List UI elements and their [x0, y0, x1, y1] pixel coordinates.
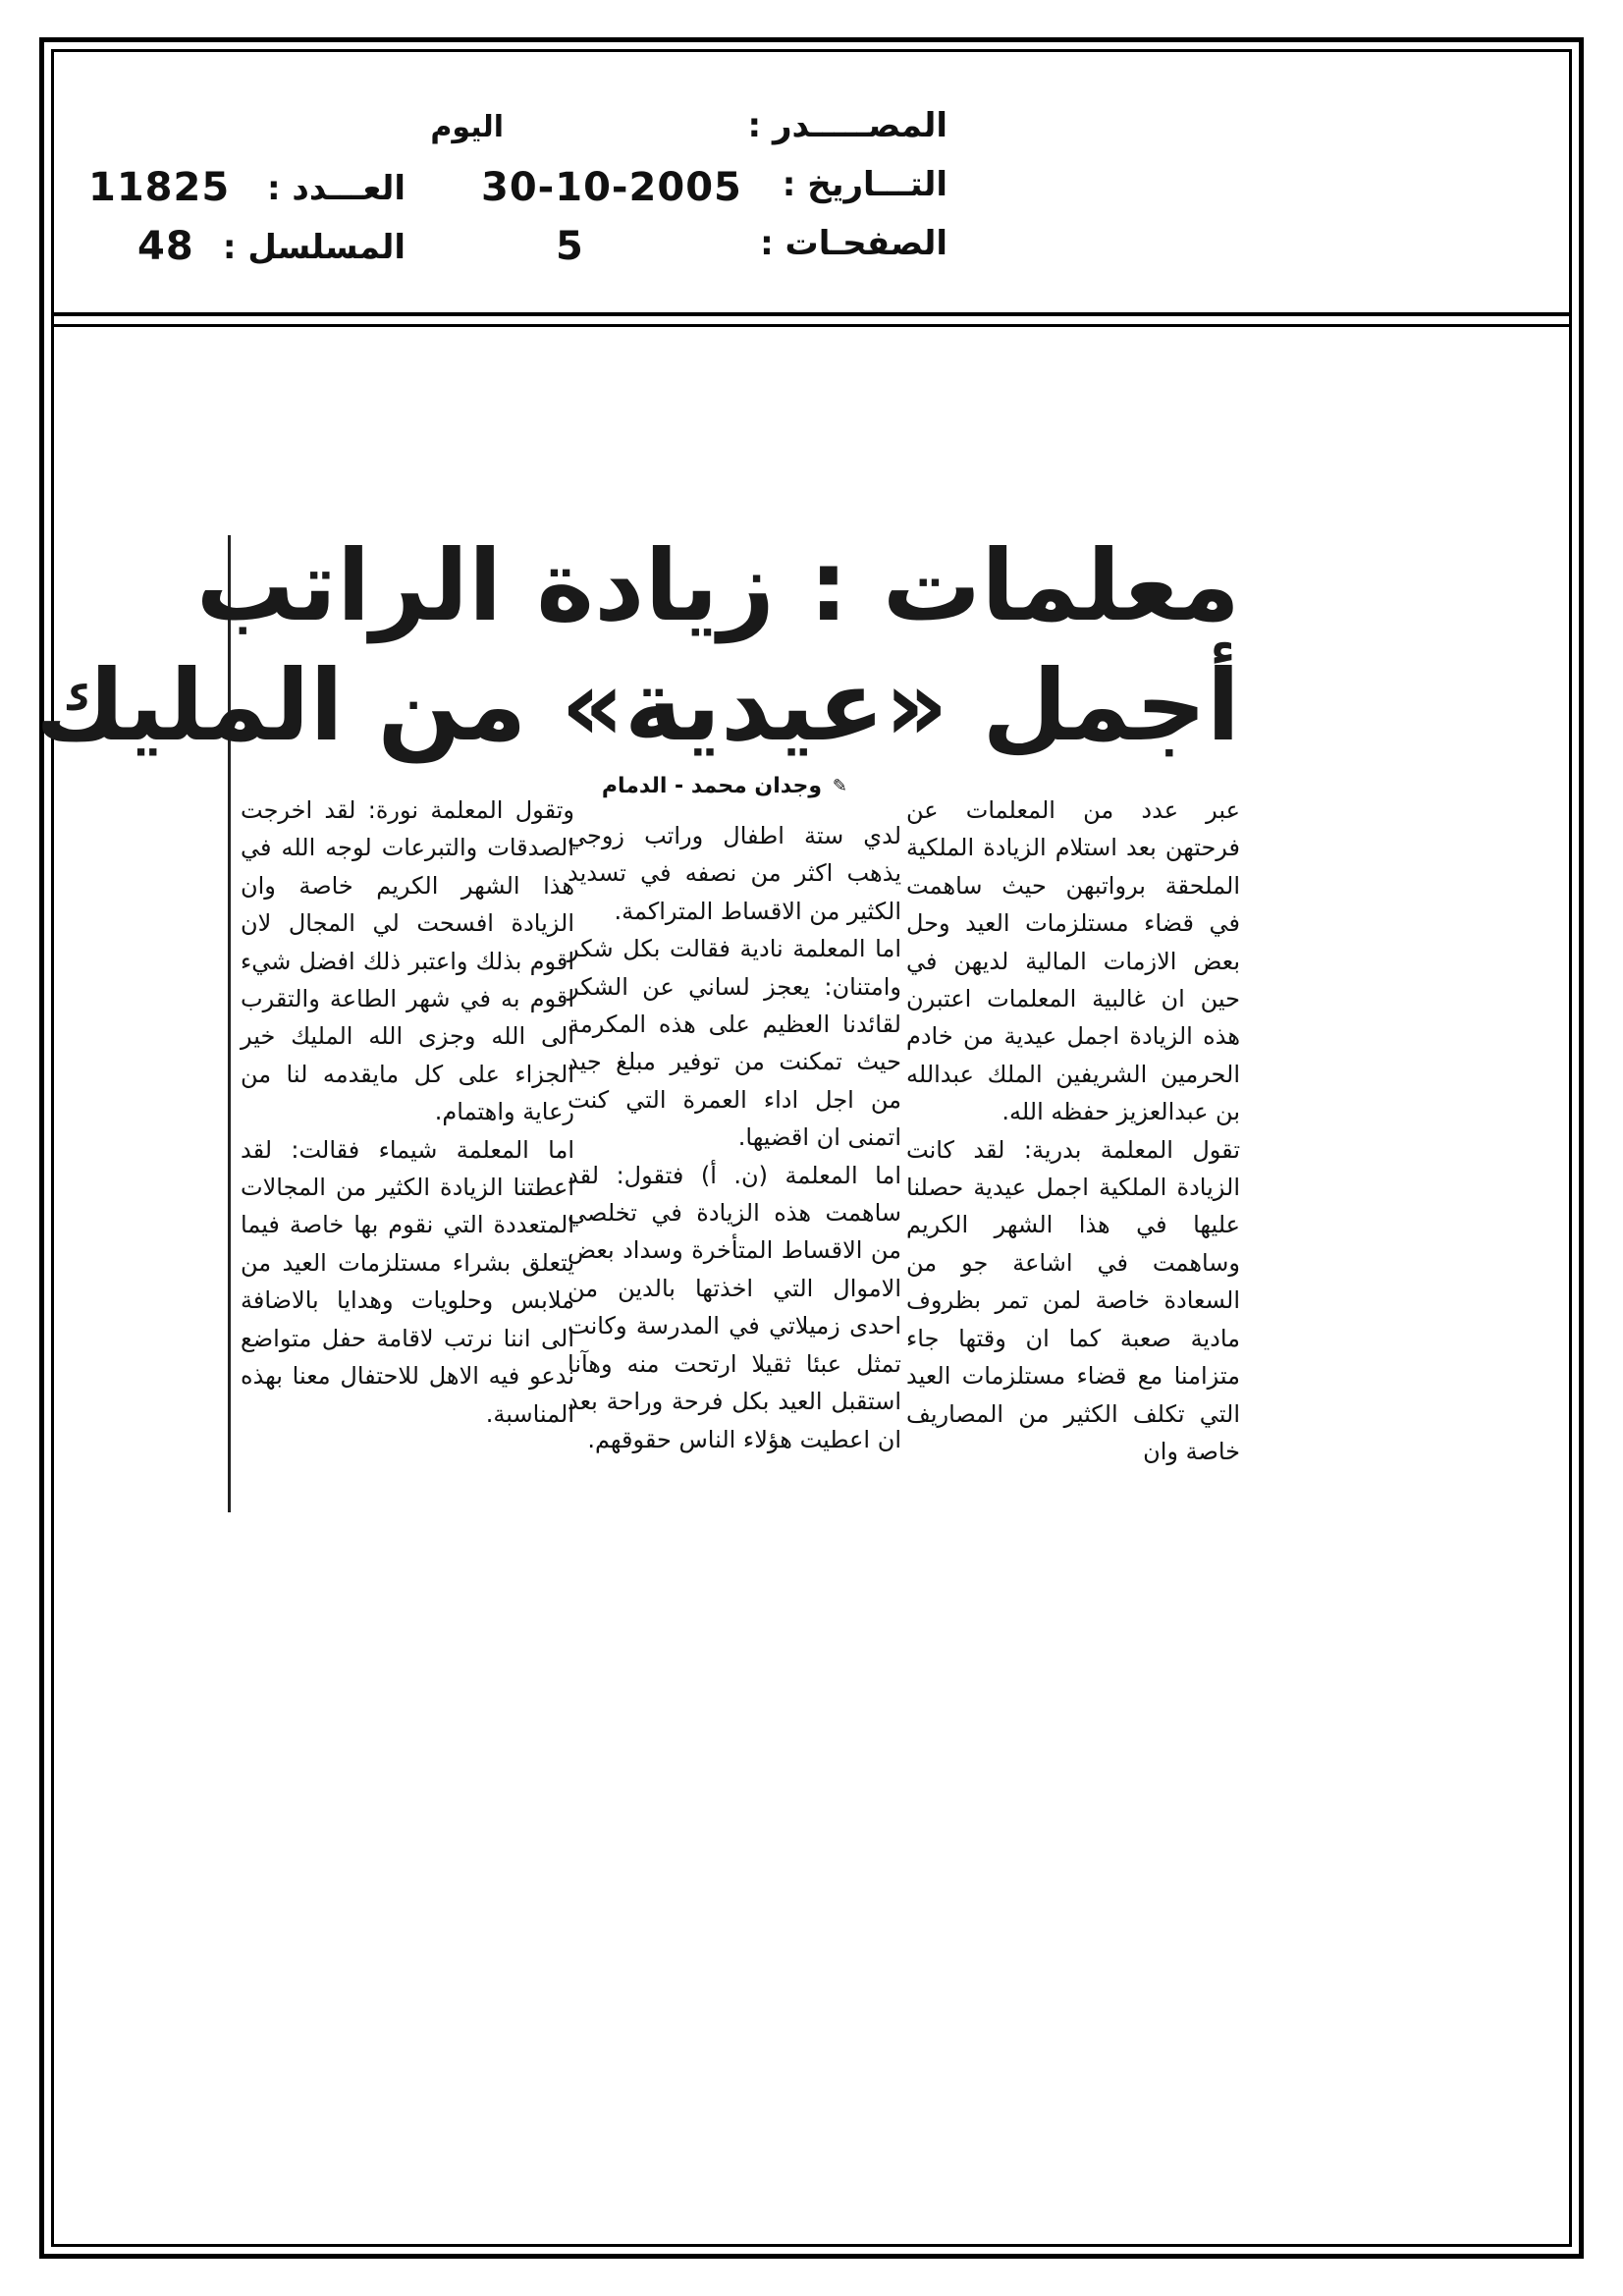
byline-text: وجدان محمد - الدمام: [601, 774, 822, 798]
paragraph: لدي ستة اطفال وراتب زوجي يذهب اكثر من نصفه في تسديد الكثير من الاقساط المتراكمة.: [568, 822, 901, 925]
issue-label: العـــدد :: [267, 169, 406, 208]
pages-label: الصفحـات :: [760, 224, 947, 263]
article-column-1: [906, 792, 1240, 1470]
header-divider-bottom: [51, 324, 1572, 327]
source-value: اليوم: [430, 110, 504, 144]
article-byline: [602, 774, 847, 798]
header-divider-top: [51, 312, 1572, 316]
pen-icon: ✎: [832, 775, 847, 796]
issue-value: 11825: [88, 165, 231, 210]
serial-value: 48: [137, 224, 194, 269]
article-headline-line2: أجمل «عيدية» من المليك: [35, 648, 1240, 763]
paragraph: وتقول المعلمة نورة: لقد اخرجت الصدقات والتبرعات لوجه الله في هذا الشهر الكريم خاصة وان الزيادة افسحت لي المجال لان اقوم بذلك واعتبر ذلك افضل شيء اقوم به في شهر الطاعة والتقرب الى الله وجزى الله المليك خير الجزاء على كل مايقدمه لنا من رعاية واهتمام.: [241, 796, 574, 1126]
paragraph: عبر عدد من المعلمات عن فرحتهن بعد استلام الزيادة الملكية الملحقة برواتبهن حيث ساهمت في قضاء مستلزمات العيد وحل بعض الازمات المالية لديهن في حين ان غالبية المعلمات اعتبرن هذه الزيادة اجمل عيدية من خادم الحرمين الشريفين الملك عبدالله بن عبدالعزيز حفظه الله.: [906, 796, 1240, 1126]
source-label: المصـــــدر :: [747, 106, 947, 145]
paragraph: اما المعلمة (ن. أ) فتقول: لقد ساهمت هذه الزيادة في تخلصي من الاقساط المتأخرة وسداد بعض الاموال التي اخذتها بالدين من احدى زميلاتي في المدرسة وكانت تمثل عبئا ثقيلا ارتحت منه وهآنا استقبل العيد بكل فرحة وراحة بعد ان اعطيت هؤلاء الناس حقوقهم.: [568, 1161, 901, 1453]
article-column-3: [241, 792, 574, 1433]
date-value: 30-10-2005: [481, 165, 742, 210]
serial-label: المسلسل :: [222, 228, 406, 267]
article-headline-line1: معلمات : زيادة الراتب: [195, 528, 1240, 643]
paragraph: اما المعلمة نادية فقالت بكل شكر وامتنان: يعجز لساني عن الشكر لقائدنا العظيم على هذه المكرمة حيث تمكنت من توفير مبلغ جيد من اجل اداء العمرة التي كنت اتمنى ان اقضيها.: [568, 935, 901, 1152]
article-column-2: [568, 817, 901, 1458]
date-label: التـــاريخ :: [782, 165, 947, 204]
pages-value: 5: [556, 224, 584, 269]
paragraph: تقول المعلمة بدرية: لقد كانت الزيادة الملكية اجمل عيدية حصلنا عليها في هذا الشهر الكريم وساهمت في اشاعة جو من السعادة خاصة لمن تمر بظروف مادية صعبة كما ان وقتها جاء متزامنا مع قضاء مستلزمات العيد التي تكلف الكثير من المصاريف خاصة وان: [906, 1135, 1240, 1465]
paragraph: اما المعلمة شيماء فقالت: لقد اعطتنا الزيادة الكثير من المجالات المتعددة التي نقوم بها خاصة فيما يتعلق بشراء مستلزمات العيد من ملابس وحلويات وهدايا بالاضافة الى اننا نرتب لاقامة حفل متواضع ندعو فيه الاهل للاحتفال معنا بهذه المناسبة.: [241, 1135, 574, 1428]
